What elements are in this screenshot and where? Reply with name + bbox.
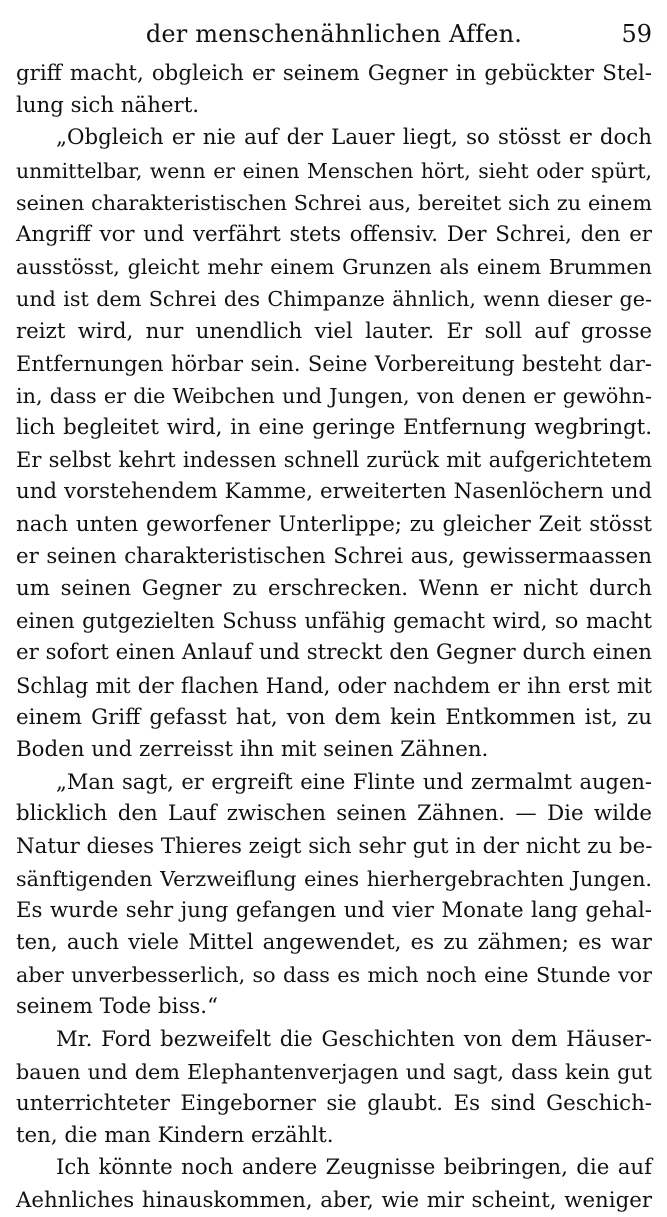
text-line: um seinen Gegner zu erschrecken. Wenn er nicht durch <box>16 576 652 601</box>
text-line: nach unten geworfener Unterlippe; zu gleicher Zeit stösst <box>16 511 652 537</box>
text-line: ten, auch viele Mittel angewendet, es zu zähmen; es war <box>16 930 652 956</box>
text-line: er sofort einen Anlauf und streckt den Gegner durch einen <box>16 640 652 666</box>
text-line: er seinen charakteristischen Schrei aus, gewissermaassen <box>16 543 652 569</box>
text-line: Schlag mit der flachen Hand, oder nachdem er ihn erst mit <box>16 673 652 698</box>
text-line: Natur dieses Thieres zeigt sich sehr gut in der nicht zu be- <box>16 833 653 859</box>
running-title: der menschenähnlichen Affen. <box>145 20 523 48</box>
text-line: Es wurde sehr jung gefangen und vier Monate lang gehal- <box>16 897 652 923</box>
text-line: und vorstehendem Kamme, erweiterten Nasenlöchern und <box>16 479 652 505</box>
text-line: Angriff vor und verfährt stets offensiv. Der Schrei, den er <box>16 221 652 247</box>
text-line: unmittelbar, wenn er einen Menschen hört, sieht oder spürt, <box>16 158 652 183</box>
text-line: Aehnliches hinauskommen, aber, wie mir scheint, weniger <box>16 1187 652 1213</box>
body-text <box>16 58 652 1217</box>
running-header <box>16 0 652 58</box>
text-line: in, dass er die Weibchen und Jungen, von denen er gewöhn- <box>16 383 652 408</box>
text-line: Boden und zerreisst ihn mit seinen Zähnen. <box>16 736 489 762</box>
text-line: „Obgleich er nie auf der Lauer liegt, so stösst er doch <box>56 125 652 151</box>
text-line: Mr. Ford bezweifelt die Geschichten von dem Häuser- <box>56 1026 652 1052</box>
text-line: ten, die man Kindern erzählt. <box>16 1123 334 1149</box>
text-line: unterrichteter Eingeborner sie glaubt. Es sind Geschich- <box>16 1091 652 1116</box>
text-line: seinen charakteristischen Schrei aus, bereitet sich zu einem <box>16 190 652 215</box>
text-line: Er selbst kehrt indessen schnell zurück mit aufgerichtetem <box>16 448 652 473</box>
page-number: 59 <box>621 20 652 48</box>
book-page <box>16 0 653 1213</box>
text-line: einen gutgezielten Schuss unfähig gemacht wird, so macht <box>16 609 652 634</box>
text-line: Ich könnte noch andere Zeugnisse beibringen, die auf <box>56 1155 652 1181</box>
text-line: seinem Tode biss.“ <box>16 994 218 1020</box>
text-line: bauen und dem Elephantenverjagen und sagt, dass kein gut <box>16 1059 652 1084</box>
text-line: lung sich nähert. <box>16 93 200 119</box>
text-line: Entfernungen hörbar sein. Seine Vorbereitung besteht dar- <box>16 351 652 376</box>
text-line: ausstösst, gleicht mehr einem Grunzen als einem Brummen <box>16 255 652 280</box>
text-line: aber unverbesserlich, so dass es mich noch eine Stunde vor <box>16 963 652 988</box>
text-line: sänftigenden Verzweiflung eines hierhergebrachten Jungen. <box>16 866 652 891</box>
text-line: lich begleitet wird, in eine geringe Entfernung wegbringt. <box>16 415 652 441</box>
text-line: und ist dem Schrei des Chimpanze ähnlich, wenn dieser ge- <box>16 287 652 312</box>
text-line: reizt wird, nur unendlich viel lauter. Er soll auf grosse <box>16 318 652 344</box>
text-line: einem Griff gefasst hat, von dem kein Entkommen ist, zu <box>16 704 652 730</box>
text-line: griff macht, obgleich er seinem Gegner in gebückter Stel- <box>16 61 652 86</box>
text-line: blicklich den Lauf zwischen seinen Zähnen. — Die wilde <box>16 801 652 827</box>
text-line: „Man sagt, er ergreift eine Flinte und zermalmt augen- <box>56 770 652 795</box>
